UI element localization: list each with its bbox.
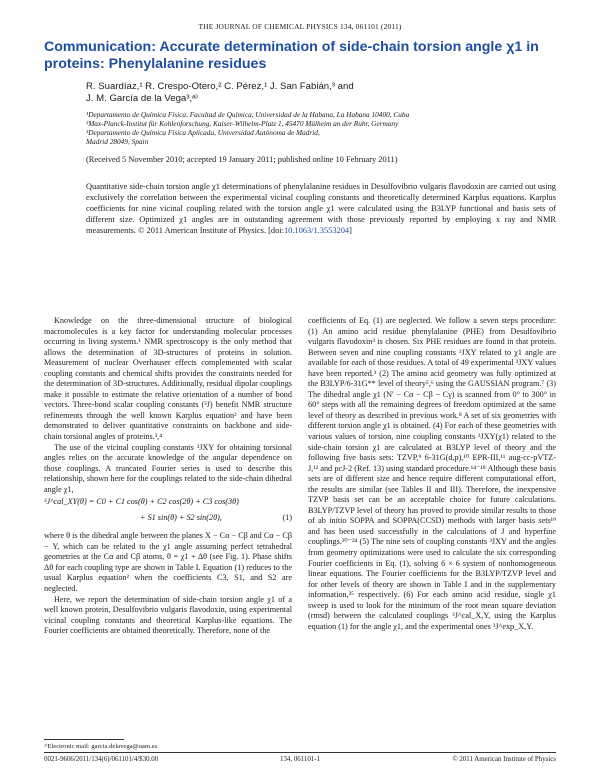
footer-issn: 0021-9606/2011/134(6)/061101/4/$30.00 (44, 756, 159, 763)
footer-divider (44, 752, 556, 753)
affiliation-2: ²Max-Planck-Institut für Kohlenforschung, Kaiser-Wilhelm-Platz 1, 45470 Mülheim an der Ruhr, Germany (86, 119, 399, 128)
intro-paragraph-2: The use of the vicinal coupling constants ³JXY for obtaining torsional angles relies on the accurate knowledge of the angular dependence on those couplings. A truncated Fourier series is used to describe this relationship, shown here for the couplings related to the side-chain dihedral angle χ1, (44, 442, 292, 494)
footnote-divider (44, 739, 124, 740)
equation-1 (44, 495, 292, 531)
intro-paragraph-4: Here, we report the determination of side-chain torsion angle χ1 of a well known protein, Desulfovibrio vulgaris flavodoxin, using experimental vicinal coupling constants and theoretical Karplus-like equations. The Fourier coefficients are obtained theoretically. Therefore, none of the (44, 594, 292, 636)
left-column (44, 316, 292, 637)
abstract (86, 182, 556, 237)
abstract-close: ] (349, 225, 352, 235)
affiliations (86, 110, 556, 146)
affiliation-1: ¹Departamento de Química Física, Facultad de Química, Universidad de la Habana, La Habana 10400, Cuba (86, 110, 410, 119)
affiliation-3: ³Departamento de Química Física Aplicada, Universidad Autónoma de Madrid, (86, 128, 320, 137)
doi-link[interactable]: 10.1063/1.3553204 (283, 225, 350, 235)
author-list (86, 81, 556, 105)
intro-paragraph-3: where θ is the dihedral angle between the planes X − Cα − Cβ and Cα − Cβ − Y, which can be related to the χ1 angle assuming perfect tetrahedral geometries at the Cα and Cβ atoms, θ = χ1 + Δθ (see Fig. 1). Phase shifts Δθ for each coupling type are shown in Table I. Equation (1) reduces to the usual Karplus equation² when the coefficients C3, S1, and S2 are neglected. (44, 531, 292, 594)
author-line-2: J. M. García de la Vega³,ᵃ⁾ (86, 93, 199, 104)
article-title: Communication: Accurate determination of side-chain torsion angle χ1 in proteins: Phenylalanine residues (44, 39, 539, 72)
equation-number: (1) (282, 513, 292, 523)
author-line-1: R. Suardíaz,¹ R. Crespo-Otero,² C. Pérez,¹ J. San Fabián,³ and (86, 81, 354, 92)
footer-page-number: 134, 061101-1 (280, 756, 320, 763)
equation-line-2: + S1 sin(θ) + S2 sin(2θ), (140, 513, 222, 523)
equation-line-1: ³J^cal_XY(θ) = C0 + C1 cos(θ) + C2 cos(2θ) + C3 cos(3θ) (44, 497, 239, 507)
affiliation-3-cont: Madrid 28049, Spain (86, 137, 149, 146)
abstract-text: Quantitative side-chain torsion angle χ1 determinations of phenylalanine residues in Desulfovibrio vulgaris flavodoxin are carried out using exclusively the correlation between the experimental vicinal coupling constants and theoretically determined Karplus equations. Karplus coefficients for nine vicinal coupling related with the torsion angle χ1 were calculated using the B3LYP functional and basis sets of different size. Optimized χ1 angles are in outstanding agreement with those previously reported by employing x ray and NMR measurements. © 2011 American Institute of Physics. [doi: (86, 182, 556, 235)
footer-copyright: © 2011 American Institute of Physics (452, 756, 556, 763)
methods-paragraph: coefficients of Eq. (1) are neglected. We follow a seven steps procedure: (1) An amino acid residue phenylalanine (PHE) from Desulfovibrio vulgaris flavodoxin³ is chosen. Six PHE residues are found in that protein. Between seven and nine coupling constants ³JXY related to χ1 angle are available for each of those residues. A total of 49 experimental ³JXY values have been reported.³ (2) The amino acid geometry was fully optimized at the B3LYP/6-31G** level of theory⁵,⁶ using the GAUSSIAN program.⁷ (3) The dihedral angle χ1 (N′ − Cα − Cβ − Cγ) is scanned from 0° to 300° in 60° steps with all the remaining degrees of freedom optimized at the same level of theory as described in previous work.⁸ A set of six geometries with different torsion angle χ1 is obtained. (4) For each of these geometries with various values of torsion, nine coupling constants ³JXY(χ1) related to the side-chain torsion χ1 are calculated at B3LYP level of theory and the following five basis sets: TZVP,⁹ 6-31G(d,p),¹⁰ EPR-III,¹¹ aug-cc-pVTZ-J,¹² and pcJ-2 (Ref. 13) using standard procedure.¹⁴⁻¹⁸ Although these basis sets are of different size and hence require different computational effort, the results are similar (see Tables II and III). Therefore, the inexpensive TZVP basis set can be an acceptable choice for future calculations. B3LYP/TZVP level of theory has proved to provide similar results to those of ab initio SOPPA and SOPPA(CCSD) methods with larger basis sets¹⁹ and has been used successfully in the calculations of J and hyperfine couplings.²⁰⁻²⁴ (5) The nine sets of coupling constants ³JXY and the angles from geometry optimizations were used to calculate the six corresponding Fourier coefficients in Eq. (1), solving 6 × 6 system of nonhomogeneous linear equations. The Fourier coefficients for the B3LYP/TZVP level and for other levels of theory are shown in Table I and in the supplementary information,²⁵ respectively. (6) For each amino acid residue, single χ1 sweep is used to look for the minimum of the root mean square deviation (rmsd) between the calculated couplings ³J^cal_X,Y, using the Karplus equation (1) for the angle χ1, and the experimental ones ³J^exp_X,Y. (308, 316, 556, 631)
running-head: THE JOURNAL OF CHEMICAL PHYSICS 134, 061101 (2011) (198, 22, 402, 31)
right-column (308, 316, 556, 632)
received-dates: (Received 5 November 2010; accepted 19 January 2011; published online 10 February 2011) (86, 155, 398, 164)
intro-paragraph-1: Knowledge on the three-dimensional structure of biological macromolecules is a key factor for understanding molecular processes occurring in living systems.¹ NMR spectroscopy is the only method that allows the determination of 3D-structures of proteins in solution. Measurement of nuclear Overhauser effects complemented with scalar coupling constants and chemical shifts provides the constraints needed for the determination of 3D-structures. Additionally, residual dipolar couplings make it possible to estimate the relative orientation of a number of bond vectors. Three-bond scalar coupling constants (³J) benefit NMR structure refinements through the well known Karplus equation² and have been demonstrated to deliver quantitative constraints on backbone and side-chain torsional angles of proteins.³,⁴ (44, 316, 292, 442)
footnote-email: ᵃ⁾Electronic mail: garcia.delavega@uam.es. (44, 743, 159, 750)
